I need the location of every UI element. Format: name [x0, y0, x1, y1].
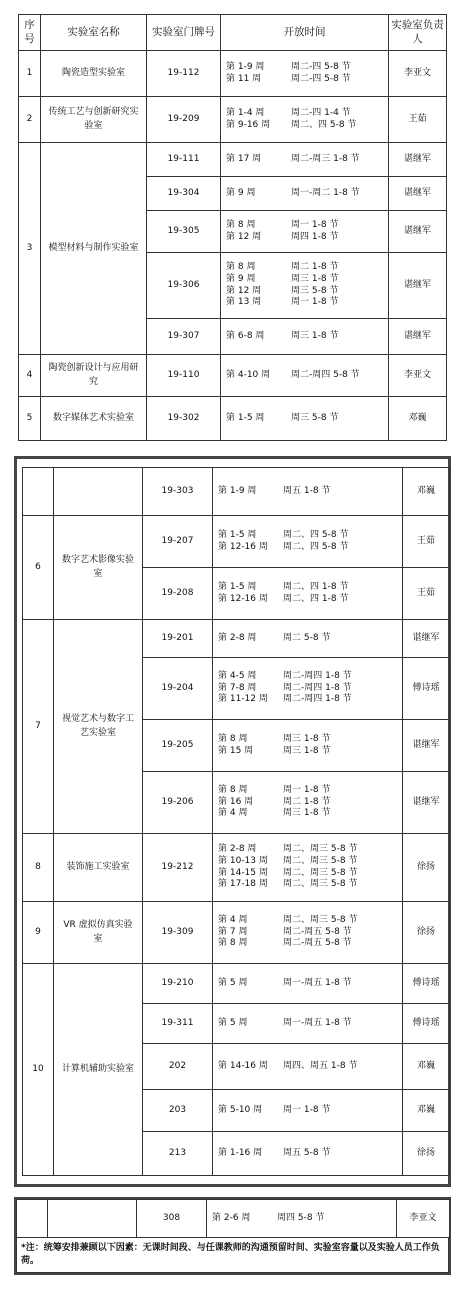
open-time	[213, 834, 403, 902]
week-range: 第 4 周	[218, 808, 248, 819]
week-range: 第 11 周	[226, 73, 262, 84]
day-period: 周二-周四 1-8 节	[283, 670, 352, 681]
day-period: 周三 1-8 节	[283, 745, 331, 756]
lab-owner: 邓巍	[389, 397, 447, 441]
day-period: 周四 5-8 节	[277, 1212, 325, 1223]
lab-owner: 傅诗瑶	[403, 964, 450, 1004]
day-period: 周二-周五 5-8 节	[283, 938, 352, 949]
day-period: 周一-周二 1-8 节	[291, 187, 360, 198]
open-time	[213, 658, 403, 720]
table-body	[19, 51, 447, 441]
open-time	[221, 51, 389, 97]
lab-owner: 傅诗瑶	[403, 1004, 450, 1044]
day-period: 周二-四 1-4 节	[291, 107, 351, 118]
time-line	[218, 844, 402, 856]
open-time	[213, 516, 403, 568]
day-period: 周三 1-8 节	[283, 808, 331, 819]
time-line	[218, 734, 402, 746]
week-range: 第 7-8 周	[218, 682, 257, 693]
week-range: 第 5 周	[218, 1017, 248, 1028]
lab-owner: 李亚文	[389, 51, 447, 97]
time-line	[226, 74, 388, 86]
time-line	[218, 978, 402, 990]
table-body	[17, 1200, 450, 1238]
lab-room-number: 203	[143, 1090, 213, 1132]
lab-room-number: 19-204	[143, 658, 213, 720]
lab-seq: 5	[19, 397, 41, 441]
day-period: 周二、周三 5-8 节	[283, 914, 358, 925]
day-period: 周二-四 5-8 节	[291, 61, 351, 72]
lab-seq	[17, 1200, 48, 1238]
lab-room-number: 19-201	[143, 620, 213, 658]
lab-room-number: 19-304	[147, 177, 221, 211]
table-row	[23, 468, 450, 516]
time-line	[226, 62, 388, 74]
time-line	[218, 683, 402, 695]
lab-room-number: 19-307	[147, 319, 221, 355]
day-period: 周三 5-8 节	[291, 412, 339, 423]
week-range: 第 9 周	[226, 273, 256, 284]
week-range: 第 13 周	[226, 297, 262, 308]
lab-owner: 徐扬	[403, 834, 450, 902]
day-period: 周二-周四 5-8 节	[291, 369, 360, 380]
day-period: 周二、四 5-8 节	[291, 119, 357, 130]
open-time	[221, 253, 389, 319]
day-period: 周二 5-8 节	[283, 632, 331, 643]
week-range: 第 16 周	[218, 796, 254, 807]
schedule-table-part-2	[14, 456, 451, 1187]
schedule-table-part-3	[14, 1197, 451, 1275]
time-line	[218, 927, 402, 939]
week-range: 第 17 周	[226, 153, 262, 164]
lab-name	[54, 468, 143, 516]
day-period: 周二-四 5-8 节	[291, 73, 351, 84]
week-range: 第 12 周	[226, 231, 262, 242]
open-time	[213, 964, 403, 1004]
lab-room-number: 19-111	[147, 143, 221, 177]
lab-owner: 徐扬	[403, 902, 450, 964]
table-row	[23, 620, 450, 658]
header-owner: 实验室负责人	[389, 15, 447, 51]
header-name: 实验室名称	[41, 15, 147, 51]
time-line	[218, 1018, 402, 1030]
day-period: 周二-周三 1-8 节	[291, 153, 360, 164]
lab-room-number: 19-210	[143, 964, 213, 1004]
open-time	[213, 568, 403, 620]
table-row	[23, 964, 450, 1004]
day-period: 周二-周五 5-8 节	[283, 926, 352, 937]
lab-room-number: 213	[143, 1132, 213, 1176]
time-line	[226, 286, 388, 298]
lab-seq: 3	[19, 143, 41, 355]
week-range: 第 1-5 周	[218, 529, 257, 540]
time-line	[226, 108, 388, 120]
week-range: 第 6-8 周	[226, 330, 265, 341]
day-period: 周三 1-8 节	[283, 733, 331, 744]
lab-seq: 8	[23, 834, 54, 902]
week-range: 第 1-9 周	[226, 61, 265, 72]
time-line	[218, 856, 402, 868]
week-range: 第 1-5 周	[218, 581, 257, 592]
lab-name: 数字艺术影像实验室	[54, 516, 143, 620]
week-range: 第 5 周	[218, 977, 248, 988]
time-line	[218, 868, 402, 880]
lab-owner: 邓巍	[403, 468, 450, 516]
day-period: 周二、四 5-8 节	[283, 529, 349, 540]
table-body	[23, 468, 450, 1176]
day-period: 周二 1-8 节	[283, 796, 331, 807]
time-line	[218, 530, 402, 542]
week-range: 第 14-16 周	[218, 1060, 268, 1071]
time-line	[226, 220, 388, 232]
lab-owner: 李亚文	[389, 355, 447, 397]
week-range: 第 7 周	[218, 926, 248, 937]
lab-room-number: 19-212	[143, 834, 213, 902]
time-line	[226, 331, 388, 343]
week-range: 第 8 周	[218, 733, 248, 744]
open-time	[221, 211, 389, 253]
day-period: 周二-周四 1-8 节	[283, 682, 352, 693]
lab-owner: 李亚文	[397, 1200, 450, 1238]
lab-room-number: 202	[143, 1044, 213, 1090]
lab-name: 装饰施工实验室	[54, 834, 143, 902]
day-period: 周一 1-8 节	[283, 1104, 331, 1115]
open-time	[213, 620, 403, 658]
week-range: 第 10-13 周	[218, 855, 268, 866]
lab-name: 传统工艺与创新研究实验室	[41, 97, 147, 143]
week-range: 第 12-16 周	[218, 541, 268, 552]
lab-seq: 9	[23, 902, 54, 964]
day-period: 周二、四 1-8 节	[283, 593, 349, 604]
day-period: 周二、周三 5-8 节	[283, 867, 358, 878]
open-time	[213, 1004, 403, 1044]
week-range: 第 1-5 周	[226, 412, 265, 423]
lab-name: 模型材料与制作实验室	[41, 143, 147, 355]
lab-name: VR 虚拟仿真实验室	[54, 902, 143, 964]
lab-schedule-table	[18, 14, 447, 441]
lab-owner: 王茹	[403, 568, 450, 620]
time-line	[218, 671, 402, 683]
time-line	[218, 542, 402, 554]
time-line	[218, 879, 402, 891]
week-range: 第 2-6 周	[212, 1212, 251, 1223]
day-period: 周二、四 5-8 节	[283, 541, 349, 552]
lab-room-number: 19-311	[143, 1004, 213, 1044]
open-time	[213, 468, 403, 516]
day-period: 周二、周三 5-8 节	[283, 879, 358, 890]
lab-room-number: 19-303	[143, 468, 213, 516]
lab-owner: 谌继军	[403, 772, 450, 834]
open-time	[213, 1132, 403, 1176]
lab-name: 计算机辅助实验室	[54, 964, 143, 1176]
time-line	[218, 486, 402, 498]
day-period: 周三 5-8 节	[291, 285, 339, 296]
day-period: 周四 1-8 节	[291, 231, 339, 242]
table-row	[23, 902, 450, 964]
time-line	[218, 1148, 402, 1160]
day-period: 周一 1-8 节	[291, 297, 339, 308]
header-room: 实验室门牌号	[147, 15, 221, 51]
lab-room-number: 19-309	[143, 902, 213, 964]
day-period: 周三 1-8 节	[291, 330, 339, 341]
time-line	[218, 785, 402, 797]
time-line	[218, 633, 402, 645]
open-time	[207, 1200, 397, 1238]
week-range: 第 1-16 周	[218, 1147, 263, 1158]
time-line	[218, 582, 402, 594]
time-line	[226, 413, 388, 425]
lab-owner: 谌继军	[389, 211, 447, 253]
table-row	[19, 97, 447, 143]
lab-room-number: 19-306	[147, 253, 221, 319]
time-line	[226, 262, 388, 274]
day-period: 周二、四 1-8 节	[283, 581, 349, 592]
week-range: 第 4-5 周	[218, 670, 257, 681]
table-row	[19, 397, 447, 441]
lab-room-number: 19-205	[143, 720, 213, 772]
open-time	[213, 772, 403, 834]
week-range: 第 8 周	[226, 262, 256, 273]
lab-seq: 10	[23, 964, 54, 1176]
lab-owner: 谌继军	[389, 143, 447, 177]
week-range: 第 14-15 周	[218, 867, 268, 878]
day-period: 周五 5-8 节	[283, 1147, 331, 1158]
lab-owner: 傅诗瑶	[403, 658, 450, 720]
week-range: 第 9-16 周	[226, 119, 271, 130]
schedule-table-part-1	[18, 14, 446, 441]
lab-owner: 谌继军	[403, 720, 450, 772]
lab-schedule-table	[22, 467, 450, 1176]
lab-name: 陶瓷创新设计与应用研究	[41, 355, 147, 397]
time-line	[218, 808, 402, 820]
week-range: 第 2-8 周	[218, 632, 257, 643]
open-time	[221, 355, 389, 397]
lab-room-number: 308	[137, 1200, 207, 1238]
day-period: 周一-周五 1-8 节	[283, 1017, 352, 1028]
day-period: 周二-周四 1-8 节	[283, 694, 352, 705]
time-line	[226, 232, 388, 244]
open-time	[213, 720, 403, 772]
lab-owner: 谌继军	[389, 177, 447, 211]
time-line	[226, 188, 388, 200]
open-time	[213, 902, 403, 964]
table-row	[19, 355, 447, 397]
table-row	[19, 51, 447, 97]
lab-owner: 王茹	[403, 516, 450, 568]
lab-schedule-table	[16, 1199, 450, 1238]
week-range: 第 11-12 周	[218, 694, 268, 705]
lab-seq: 7	[23, 620, 54, 834]
open-time	[221, 97, 389, 143]
week-range: 第 8 周	[218, 938, 248, 949]
open-time	[213, 1090, 403, 1132]
week-range: 第 9 周	[226, 187, 256, 198]
table-row	[23, 834, 450, 902]
time-line	[218, 746, 402, 758]
day-period: 周一 1-8 节	[291, 219, 339, 230]
week-range: 第 1-9 周	[218, 485, 257, 496]
lab-owner: 徐扬	[403, 1132, 450, 1176]
lab-room-number: 19-305	[147, 211, 221, 253]
lab-seq: 4	[19, 355, 41, 397]
time-line	[218, 594, 402, 606]
lab-owner: 谌继军	[389, 253, 447, 319]
table-row	[19, 143, 447, 177]
time-line	[226, 154, 388, 166]
lab-owner: 王茹	[389, 97, 447, 143]
week-range: 第 8 周	[218, 784, 248, 795]
week-range: 第 5-10 周	[218, 1104, 263, 1115]
open-time	[213, 1044, 403, 1090]
time-line	[226, 274, 388, 286]
header-seq: 序号	[19, 15, 41, 51]
week-range: 第 17-18 周	[218, 879, 268, 890]
day-period: 周三 1-8 节	[291, 273, 339, 284]
lab-name	[48, 1200, 137, 1238]
open-time	[221, 177, 389, 211]
week-range: 第 4-10 周	[226, 369, 271, 380]
week-range: 第 12-16 周	[218, 593, 268, 604]
week-range: 第 15 周	[218, 745, 254, 756]
day-period: 周一 1-8 节	[283, 784, 331, 795]
lab-room-number: 19-208	[143, 568, 213, 620]
lab-room-number: 19-209	[147, 97, 221, 143]
day-period: 周一-周五 1-8 节	[283, 977, 352, 988]
day-period: 周二 1-8 节	[291, 262, 339, 273]
time-line	[218, 1061, 402, 1073]
week-range: 第 12 周	[226, 285, 262, 296]
lab-owner: 谌继军	[403, 620, 450, 658]
footnote: *注：统筹安排兼顾以下因素：无课时间段、与任课教师的沟通预留时间、实验室容量以及实验人员工作负荷。	[16, 1238, 449, 1273]
lab-room-number: 19-206	[143, 772, 213, 834]
lab-room-number: 19-207	[143, 516, 213, 568]
open-time	[221, 319, 389, 355]
time-line	[226, 370, 388, 382]
lab-seq: 1	[19, 51, 41, 97]
time-line	[218, 938, 402, 950]
week-range: 第 2-8 周	[218, 844, 257, 855]
lab-seq: 6	[23, 516, 54, 620]
table-header-row	[19, 15, 447, 51]
lab-room-number: 19-110	[147, 355, 221, 397]
week-range: 第 4 周	[218, 914, 248, 925]
open-time	[221, 397, 389, 441]
lab-owner: 谌继军	[389, 319, 447, 355]
lab-owner: 邓巍	[403, 1044, 450, 1090]
lab-owner: 邓巍	[403, 1090, 450, 1132]
day-period: 周四、周五 1-8 节	[283, 1060, 358, 1071]
table-row	[23, 516, 450, 568]
week-range: 第 8 周	[226, 219, 256, 230]
time-line	[218, 1105, 402, 1117]
lab-room-number: 19-302	[147, 397, 221, 441]
lab-seq	[23, 468, 54, 516]
lab-name: 陶瓷造型实验室	[41, 51, 147, 97]
time-line	[226, 120, 388, 132]
table-row	[17, 1200, 450, 1238]
day-period: 周五 1-8 节	[283, 485, 331, 496]
week-range: 第 1-4 周	[226, 107, 265, 118]
lab-name: 视觉艺术与数字工艺实验室	[54, 620, 143, 834]
time-line	[218, 797, 402, 809]
open-time	[221, 143, 389, 177]
time-line	[218, 915, 402, 927]
time-line	[212, 1213, 396, 1225]
time-line	[226, 297, 388, 309]
day-period: 周二、周三 5-8 节	[283, 844, 358, 855]
header-time: 开放时间	[221, 15, 389, 51]
lab-name: 数字媒体艺术实验室	[41, 397, 147, 441]
time-line	[218, 694, 402, 706]
day-period: 周二、周三 5-8 节	[283, 855, 358, 866]
lab-seq: 2	[19, 97, 41, 143]
lab-room-number: 19-112	[147, 51, 221, 97]
